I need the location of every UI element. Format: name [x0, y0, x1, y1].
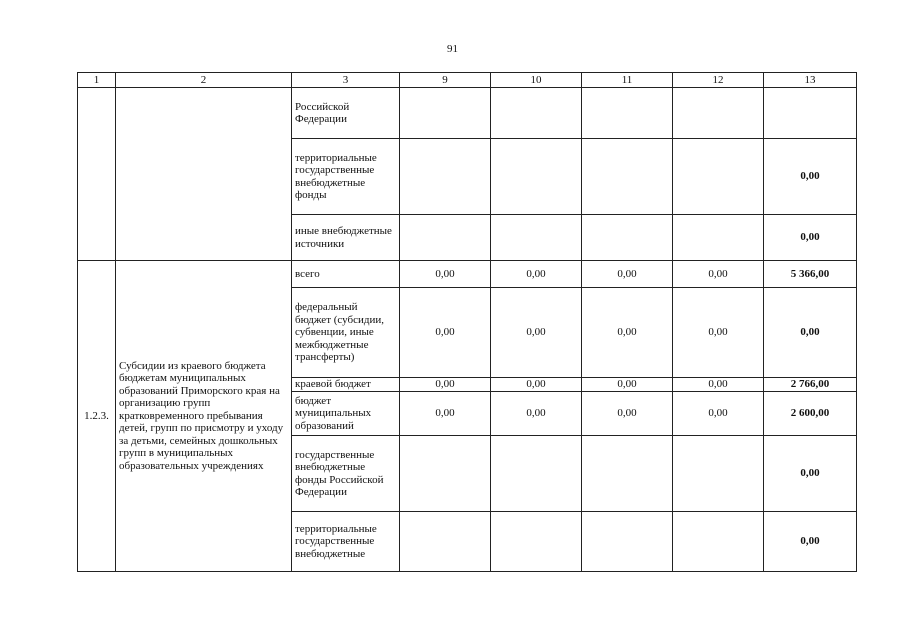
total-cell: 2 600,00 [764, 392, 857, 436]
value-cell [491, 512, 582, 572]
source-cell: федеральный бюджет (субсидии, субвенции, иные межбюджетные трансферты) [292, 288, 400, 378]
source-cell: Российской Федерации [292, 88, 400, 139]
value-cell [673, 139, 764, 215]
page-number: 91 [447, 43, 458, 55]
value-cell: 0,00 [582, 288, 673, 378]
header-row [78, 73, 857, 88]
header-cell: 12 [673, 73, 764, 88]
item-number: 1.2.3. [78, 261, 116, 572]
value-cell: 0,00 [673, 261, 764, 288]
value-cell: 0,00 [491, 392, 582, 436]
value-cell [582, 512, 673, 572]
value-cell: 0,00 [400, 261, 491, 288]
value-cell: 0,00 [582, 378, 673, 392]
header-cell: 9 [400, 73, 491, 88]
value-cell [400, 512, 491, 572]
header-cell: 2 [116, 73, 292, 88]
header-cell: 1 [78, 73, 116, 88]
value-cell: 0,00 [491, 288, 582, 378]
value-cell [673, 436, 764, 512]
value-cell [400, 88, 491, 139]
value-cell: 0,00 [673, 378, 764, 392]
value-cell: 0,00 [400, 392, 491, 436]
source-cell: бюджет муниципальных образований [292, 392, 400, 436]
item-number-cell [78, 88, 116, 261]
table-row [78, 88, 857, 139]
value-cell [491, 436, 582, 512]
total-cell: 0,00 [764, 288, 857, 378]
value-cell [673, 88, 764, 139]
item-description: Субсидии из краевого бюджета бюджетам муниципальных образований Приморского края на организацию групп кратковременного пребывания детей, групп по присмотру и уходу за детьми, семейных дошкольных групп в муниципальных образовательных учреждениях [116, 261, 292, 572]
value-cell [673, 215, 764, 261]
value-cell [491, 139, 582, 215]
source-cell: территориальные государственные внебюджетные фонды [292, 139, 400, 215]
value-cell [400, 215, 491, 261]
total-cell: 5 366,00 [764, 261, 857, 288]
source-cell: всего [292, 261, 400, 288]
total-cell [764, 88, 857, 139]
value-cell: 0,00 [400, 288, 491, 378]
value-cell: 0,00 [673, 392, 764, 436]
value-cell: 0,00 [673, 288, 764, 378]
value-cell [582, 215, 673, 261]
total-cell: 0,00 [764, 139, 857, 215]
header-cell: 13 [764, 73, 857, 88]
value-cell: 0,00 [582, 261, 673, 288]
source-cell: территориальные государственные внебюджетные [292, 512, 400, 572]
header-cell: 11 [582, 73, 673, 88]
value-cell: 0,00 [491, 378, 582, 392]
source-cell: краевой бюджет [292, 378, 400, 392]
header-cell: 3 [292, 73, 400, 88]
value-cell [582, 436, 673, 512]
value-cell [400, 436, 491, 512]
value-cell: 0,00 [491, 261, 582, 288]
value-cell [673, 512, 764, 572]
total-cell: 0,00 [764, 215, 857, 261]
value-cell [582, 88, 673, 139]
source-cell: иные внебюджетные источники [292, 215, 400, 261]
value-cell: 0,00 [400, 378, 491, 392]
table-row [78, 261, 857, 288]
value-cell [491, 88, 582, 139]
value-cell: 0,00 [582, 392, 673, 436]
total-cell: 0,00 [764, 512, 857, 572]
source-cell: государственные внебюджетные фонды Российской Федерации [292, 436, 400, 512]
value-cell [582, 139, 673, 215]
total-cell: 2 766,00 [764, 378, 857, 392]
value-cell [400, 139, 491, 215]
budget-table [77, 72, 857, 572]
total-cell: 0,00 [764, 436, 857, 512]
item-description-cell [116, 88, 292, 261]
value-cell [491, 215, 582, 261]
header-cell: 10 [491, 73, 582, 88]
